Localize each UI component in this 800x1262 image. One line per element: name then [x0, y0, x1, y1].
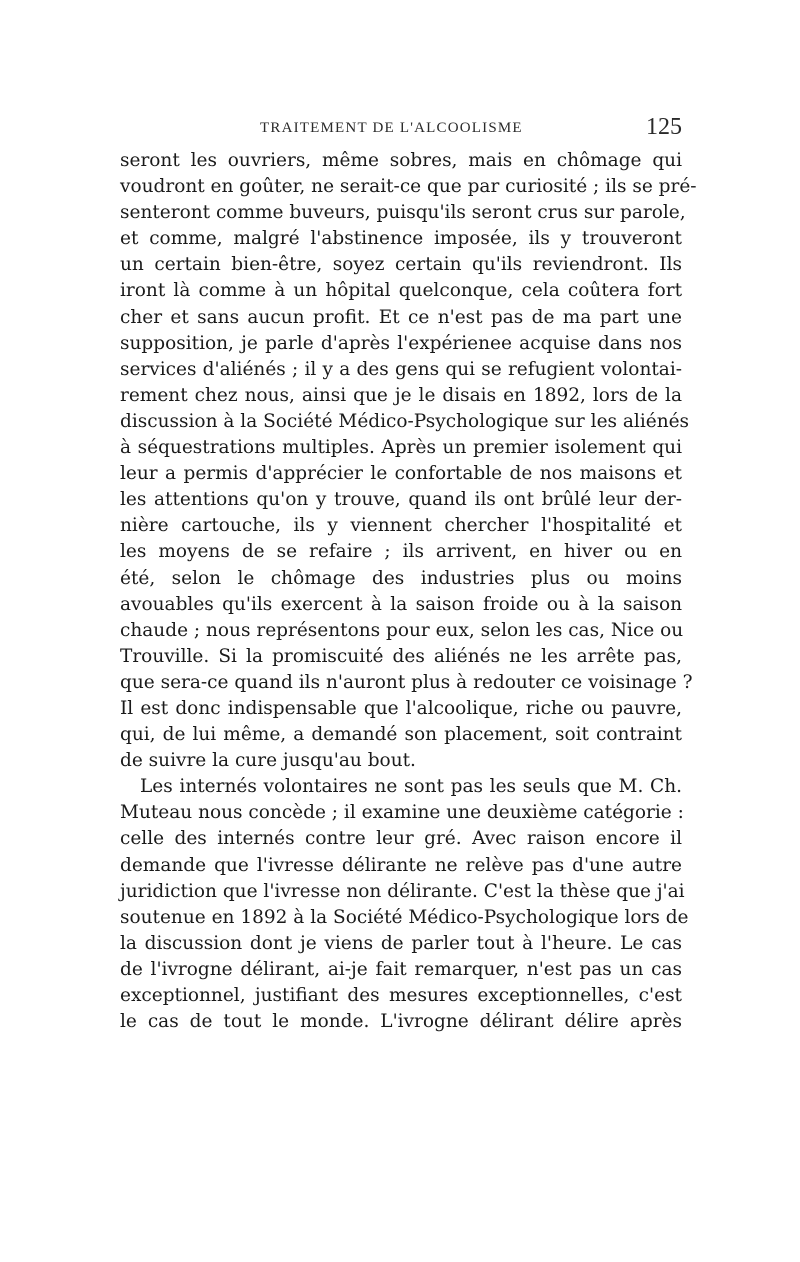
- text-line: qui, de lui même, a demandé son placement, soit contraint: [120, 724, 682, 746]
- running-head: [120, 114, 682, 144]
- text-line: leur a permis d'apprécier le confortable de nos maisons et: [120, 463, 682, 485]
- text-line: Trouville. Si la promiscuité des aliénés ne les arrête pas,: [120, 645, 682, 667]
- text-line: les attentions qu'on y trouve, quand ils ont brûlé leur der-: [120, 489, 682, 511]
- text-line: que sera-ce quand ils n'auront plus à redouter ce voisinage ?: [120, 671, 693, 693]
- text-line: iront là comme à un hôpital quelconque, cela coûtera fort: [120, 280, 682, 302]
- text-line: Il est donc indispensable que l'alcoolique, riche ou pauvre,: [120, 697, 682, 719]
- text-line: senteront comme buveurs, puisqu'ils seront crus sur parole,: [120, 202, 686, 224]
- text-line: services d'aliénés ; il y a des gens qui se refugient volontai-: [120, 358, 682, 380]
- text-line: et comme, malgré l'abstinence imposée, ils y trouveront: [120, 228, 682, 250]
- text-line: été, selon le chômage des industries plus ou moins: [120, 567, 682, 589]
- page-number: 125: [646, 114, 682, 140]
- text-line: cher et sans aucun profit. Et ce n'est pas de ma part une: [120, 306, 682, 328]
- paragraph-end-line: de suivre la cure jusqu'au bout.: [120, 750, 416, 772]
- text-line: soutenue en 1892 à la Société Médico-Psychologique lors de: [120, 906, 689, 928]
- text-line: seront les ouvriers, même sobres, mais en chômage qui: [120, 150, 682, 171]
- text-line: la discussion dont je viens de parler tout à l'heure. Le cas: [120, 932, 682, 954]
- text-line: voudront en goûter, ne serait-ce que par curiosité ; ils se pré-: [120, 176, 697, 198]
- text-line: rement chez nous, ainsi que je le disais en 1892, lors de la: [120, 384, 682, 406]
- text-line: Muteau nous concède ; il examine une deuxième catégorie :: [120, 802, 684, 824]
- text-line: celle des internés contre leur gré. Avec raison encore il: [120, 828, 682, 850]
- text-line: juridiction que l'ivresse non délirante. C'est la thèse que j'ai: [120, 880, 685, 902]
- text-line: les moyens de se refaire ; ils arrivent, en hiver ou en: [120, 541, 682, 563]
- text-line: exceptionnel, justifiant des mesures exceptionnelles, c'est: [120, 985, 682, 1006]
- text-line: de l'ivrogne délirant, ai-je fait remarquer, n'est pas un cas: [120, 958, 682, 980]
- text-line: avouables qu'ils exercent à la saison froide ou à la saison: [120, 593, 682, 615]
- paragraph-start-line: Les internés volontaires ne sont pas les seuls que M. Ch.: [140, 776, 682, 798]
- running-title: TRAITEMENT DE L'ALCOOLISME: [260, 120, 523, 136]
- text-line: le cas de tout le monde. L'ivrogne délirant délire après: [120, 1011, 682, 1033]
- text-line: nière cartouche, ils y viennent chercher l'hospitalité et: [120, 515, 682, 537]
- text-line: demande que l'ivresse délirante ne relève pas d'une autre: [120, 854, 682, 876]
- body-text: [120, 148, 697, 1035]
- text-line: discussion à la Société Médico-Psychologique sur les aliénés: [120, 410, 690, 432]
- text-line: à séquestrations multiples. Après un premier isolement qui: [120, 437, 682, 459]
- text-line: chaude ; nous représentons pour eux, selon les cas, Nice ou: [120, 619, 684, 641]
- text-line: supposition, je parle d'après l'expérienee acquise dans nos: [120, 332, 682, 354]
- text-line: un certain bien-être, soyez certain qu'ils reviendront. Ils: [120, 254, 682, 276]
